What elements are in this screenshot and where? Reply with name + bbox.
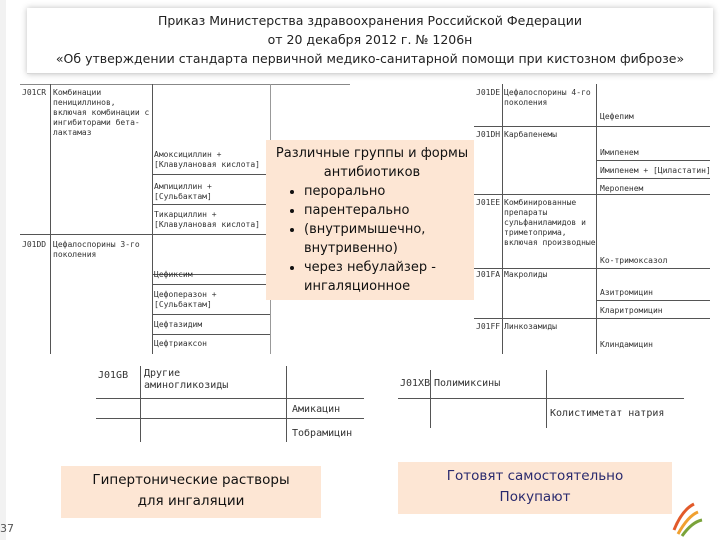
table-row-drug: Имипенем: [600, 148, 639, 157]
table-row-drug: Тикарциллин + [Клавулановая кислота]: [154, 210, 260, 229]
table-row-drug: Ко-тримоксазол: [600, 256, 668, 265]
table-row-drug: Амикацин: [292, 404, 341, 415]
page-number: 37: [0, 522, 14, 535]
table-row-group: Комбинации пенициллинов, включая комбинации с ингибиторами бета- лактамаз: [53, 88, 150, 137]
header-line-3: «Об утверждении стандарта первичной медико-санитарной помощи при кистозном фиброзе»: [55, 51, 685, 66]
list-item: • парентерально: [304, 201, 470, 220]
table-row-drug: Амоксициллин + [Клавулановая кислота]: [154, 150, 260, 169]
list-item: • через небулайзер - ингаляционное: [304, 258, 470, 296]
preparation-line-2: Покупают: [499, 489, 571, 505]
hypertonic-line-2: для ингаляции: [137, 493, 245, 509]
table-row-drug: Меропенем: [600, 184, 644, 193]
table-row-group: Комбинированные препараты сульфаниламидов и триметоприма, включая производные: [504, 198, 596, 247]
table-row-code: J01DE: [476, 88, 501, 97]
slide-header: [27, 8, 713, 74]
table-row-drug: Имипенем + [Циластатин]: [600, 166, 711, 175]
table-row-drug: Ампициллин + [Сульбактам]: [154, 182, 212, 201]
aminoglycosides-table: [96, 360, 364, 442]
left-edge-bar: [0, 0, 6, 540]
table-row-group: Цефалоспорины 4-го поколения: [504, 88, 591, 107]
hypertonic-line-1: Гипертонические растворы: [92, 472, 290, 488]
antibiotic-forms-box: [266, 140, 474, 300]
table-row-code: J01GB: [98, 370, 129, 381]
polymyxins-table: [398, 368, 684, 428]
hypertonic-solutions-box: [61, 466, 321, 518]
antibiotic-forms-title: Различные группы и формы антибиотиков: [275, 146, 469, 180]
table-row-group: Карбапенемы: [504, 130, 557, 139]
list-item: • (внутримышечно, внутривенно): [304, 220, 470, 258]
table-row-drug: Цефиксим: [154, 270, 193, 279]
header-line-2: от 20 декабря 2012 г. № 1206н: [267, 32, 473, 47]
table-row-drug: Тобрамицин: [292, 428, 353, 439]
table-row-code: J01XB: [400, 378, 431, 389]
table-row-drug: Кларитромицин: [600, 306, 663, 315]
table-row-code: J01EE: [476, 198, 501, 207]
table-row-code: J01CR: [22, 88, 47, 97]
table-row-code: J01FF: [476, 322, 501, 331]
table-row-group: Полимиксины: [434, 378, 501, 389]
organization-logo: [670, 490, 718, 538]
table-row-drug: Цефепим: [600, 112, 634, 121]
table-row-drug: Клиндамицин: [600, 340, 653, 349]
table-row-drug: Цефоперазон + [Сульбактам]: [154, 290, 217, 309]
antibiotic-forms-list: [274, 182, 470, 296]
table-row-group: Цефалоспорины 3-го поколения: [53, 240, 140, 259]
table-row-group: Макролиды: [504, 270, 548, 279]
table-row-drug: Цефтриаксон: [154, 339, 207, 348]
right-drug-table: [474, 84, 710, 354]
table-row-drug: Азитромицин: [600, 288, 653, 297]
table-row-drug: Цефтазидим: [154, 320, 203, 329]
preparation-line-1: Готовят самостоятельно: [446, 468, 624, 484]
table-row-drug: Колистиметат натрия: [550, 408, 665, 419]
table-row-code: J01DH: [476, 130, 501, 139]
table-row-code: J01FA: [476, 270, 501, 279]
preparation-box: [398, 462, 672, 514]
table-row-code: J01DD: [22, 240, 47, 249]
table-row-group: Линкозамиды: [504, 322, 557, 331]
list-item: • перорально: [304, 182, 470, 201]
header-line-1: Приказ Министерства здравоохранения Российской Федерации: [157, 13, 583, 28]
table-row-group: Другие аминогликозиды: [144, 368, 229, 391]
